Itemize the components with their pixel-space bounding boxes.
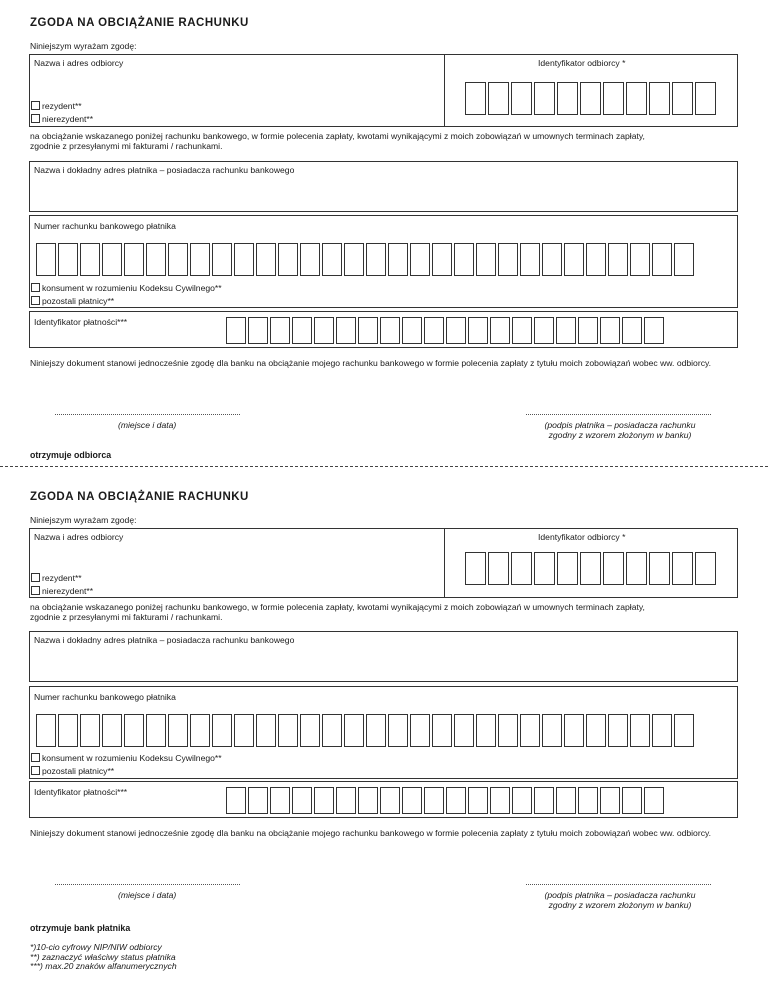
account-cell[interactable] — [58, 714, 78, 747]
account-cell[interactable] — [212, 714, 232, 747]
account-cell[interactable] — [608, 714, 628, 747]
account-cell[interactable] — [58, 243, 78, 276]
recipient-id-box — [444, 54, 738, 127]
account-cell[interactable] — [476, 243, 496, 276]
account-cell[interactable] — [168, 243, 188, 276]
payment-id-cell[interactable] — [402, 317, 422, 344]
bank-consent-statement: Niniejszy dokument stanowi jednocześnie zgodę dla banku na obciążanie mojego rachunku bankowego w formie polecenia zapłaty z tytułu moich zobowiązań wobec ww. odbiorcy. — [30, 828, 712, 838]
footnotes — [30, 943, 177, 972]
payment-id-cells[interactable] — [226, 787, 666, 814]
payer-name-address-field[interactable] — [29, 631, 738, 682]
id-cell[interactable] — [465, 552, 486, 585]
payment-id-cell[interactable] — [578, 317, 598, 344]
payment-id-cell[interactable] — [270, 787, 290, 814]
id-cell[interactable] — [626, 552, 647, 585]
account-cell[interactable] — [520, 243, 540, 276]
account-number-box — [29, 215, 738, 308]
account-cell[interactable] — [36, 243, 56, 276]
consent-text-2: zgodnie z przesyłanymi mi fakturami / rachunkami. — [30, 141, 223, 151]
other-payers-option[interactable]: pozostali płatnicy** — [31, 296, 114, 306]
account-cell[interactable] — [586, 714, 606, 747]
account-cell[interactable] — [300, 714, 320, 747]
id-cell[interactable] — [534, 82, 555, 115]
recipient-label: Nazwa i adres odbiorcy — [34, 58, 124, 68]
payment-id-label: Identyfikator płatności*** — [34, 787, 128, 797]
account-cell[interactable] — [278, 714, 298, 747]
account-cell[interactable] — [432, 714, 452, 747]
account-cell[interactable] — [454, 714, 474, 747]
account-cell[interactable] — [124, 243, 144, 276]
account-cell[interactable] — [36, 714, 56, 747]
account-cell[interactable] — [630, 243, 650, 276]
account-cell[interactable] — [234, 243, 254, 276]
account-cell[interactable] — [652, 243, 672, 276]
other-payers-checkbox[interactable] — [31, 766, 40, 775]
payment-id-cells[interactable] — [226, 317, 666, 344]
footnote-max-chars: ***) max.20 znaków alfanumerycznych — [30, 961, 177, 971]
account-cell[interactable] — [542, 243, 562, 276]
copy-receiver-label: otrzymuje bank płatnika — [30, 923, 131, 933]
account-cell[interactable] — [344, 714, 364, 747]
payment-id-cell[interactable] — [358, 787, 378, 814]
payment-id-label: Identyfikator płatności*** — [34, 317, 128, 327]
copy-receiver-label: otrzymuje odbiorca — [30, 450, 112, 460]
account-cell[interactable] — [674, 714, 694, 747]
payment-id-box — [29, 781, 738, 818]
payment-id-cell[interactable] — [468, 317, 488, 344]
payment-id-cell[interactable] — [622, 787, 642, 814]
account-cell[interactable] — [652, 714, 672, 747]
resident-checkbox[interactable] — [31, 573, 40, 582]
intro-text: Niniejszym wyrażam zgodę: — [30, 515, 137, 525]
payment-id-cell[interactable] — [534, 787, 554, 814]
cut-line — [0, 466, 768, 467]
form-title: ZGODA NA OBCIĄŻANIE RACHUNKU — [30, 17, 249, 29]
resident-option[interactable]: rezydent** — [31, 101, 82, 111]
account-cell[interactable] — [300, 243, 320, 276]
consumer-checkbox[interactable] — [31, 283, 40, 292]
payer-signature-caption: (podpis płatnika – posiadacza rachunku zgodny z wzorem złożonym w banku) — [544, 890, 696, 910]
account-cell[interactable] — [212, 243, 232, 276]
id-cell[interactable] — [672, 552, 693, 585]
payment-id-cell[interactable] — [578, 787, 598, 814]
id-cell[interactable] — [580, 82, 601, 115]
account-cell[interactable] — [256, 243, 276, 276]
payment-id-cell[interactable] — [556, 317, 576, 344]
payment-id-cell[interactable] — [424, 317, 444, 344]
consumer-checkbox[interactable] — [31, 753, 40, 762]
account-cell[interactable] — [476, 714, 496, 747]
consent-text-1: na obciążanie wskazanego poniżej rachunku bankowego, w formie polecenia zapłaty, kwotami wynikającymi z moich zobowiązań w umownych terminach zapłaty, — [30, 131, 645, 141]
payment-id-cell[interactable] — [512, 317, 532, 344]
payment-id-cell[interactable] — [380, 317, 400, 344]
account-cell[interactable] — [388, 243, 408, 276]
id-cell[interactable] — [488, 552, 509, 585]
payer-signature-caption: (podpis płatnika – posiadacza rachunku zgodny z wzorem złożonym w banku) — [544, 420, 696, 440]
account-cell[interactable] — [80, 243, 100, 276]
id-cell[interactable] — [580, 552, 601, 585]
place-date-caption: (miejsce i data) — [118, 890, 177, 900]
account-cell[interactable] — [366, 714, 386, 747]
id-cell[interactable] — [511, 82, 532, 115]
intro-text: Niniejszym wyrażam zgodę: — [30, 41, 137, 51]
account-cell[interactable] — [256, 714, 276, 747]
place-date-signature-line[interactable] — [55, 884, 240, 885]
account-cell[interactable] — [410, 243, 430, 276]
account-cell[interactable] — [630, 714, 650, 747]
payment-id-cell[interactable] — [314, 787, 334, 814]
account-cell[interactable] — [454, 243, 474, 276]
payment-id-cell[interactable] — [490, 317, 510, 344]
account-label: Numer rachunku bankowego płatnika — [34, 692, 176, 702]
nonresident-checkbox[interactable] — [31, 114, 40, 123]
id-cell[interactable] — [511, 552, 532, 585]
account-number-box — [29, 686, 738, 779]
payment-id-cell[interactable] — [314, 317, 334, 344]
account-cell[interactable] — [344, 243, 364, 276]
payment-id-box — [29, 311, 738, 348]
payment-id-cell[interactable] — [446, 787, 466, 814]
id-cell[interactable] — [695, 82, 716, 115]
payment-id-cell[interactable] — [226, 787, 246, 814]
payer-name-address-field[interactable] — [29, 161, 738, 212]
payment-id-cell[interactable] — [556, 787, 576, 814]
account-number-cells[interactable] — [36, 714, 696, 747]
payment-id-cell[interactable] — [512, 787, 532, 814]
form-title: ZGODA NA OBCIĄŻANIE RACHUNKU — [30, 491, 249, 503]
payment-id-cell[interactable] — [446, 317, 466, 344]
recipient-label: Nazwa i adres odbiorcy — [34, 532, 124, 542]
recipient-id-label: Identyfikator odbiorcy * — [538, 532, 626, 542]
place-date-caption: (miejsce i data) — [118, 420, 177, 430]
id-cell[interactable] — [672, 82, 693, 115]
account-cell[interactable] — [564, 714, 584, 747]
account-cell[interactable] — [80, 714, 100, 747]
id-cell[interactable] — [626, 82, 647, 115]
payment-id-cell[interactable] — [600, 317, 620, 344]
account-cell[interactable] — [542, 714, 562, 747]
bank-consent-statement: Niniejszy dokument stanowi jednocześnie zgodę dla banku na obciążanie mojego rachunku bankowego w formie polecenia zapłaty z tytułu moich zobowiązań wobec ww. odbiorcy. — [30, 358, 712, 368]
account-cell[interactable] — [190, 243, 210, 276]
account-cell[interactable] — [608, 243, 628, 276]
payment-id-cell[interactable] — [248, 317, 268, 344]
payment-id-cell[interactable] — [490, 787, 510, 814]
payment-id-cell[interactable] — [622, 317, 642, 344]
id-cell[interactable] — [649, 552, 670, 585]
account-cell[interactable] — [102, 714, 122, 747]
account-cell[interactable] — [564, 243, 584, 276]
payment-id-cell[interactable] — [468, 787, 488, 814]
payment-id-cell[interactable] — [292, 787, 312, 814]
account-cell[interactable] — [410, 714, 430, 747]
account-cell[interactable] — [322, 714, 342, 747]
payment-id-cell[interactable] — [424, 787, 444, 814]
place-date-signature-line[interactable] — [55, 414, 240, 415]
payer-label: Nazwa i dokładny adres płatnika – posiadacza rachunku bankowego — [34, 165, 295, 175]
payment-id-cell[interactable] — [402, 787, 422, 814]
id-cell[interactable] — [465, 82, 486, 115]
id-cell[interactable] — [649, 82, 670, 115]
payer-label: Nazwa i dokładny adres płatnika – posiadacza rachunku bankowego — [34, 635, 295, 645]
account-cell[interactable] — [498, 243, 518, 276]
id-cell[interactable] — [534, 552, 555, 585]
footnote-status: **) zaznaczyć właściwy status płatnika — [30, 951, 176, 962]
payer-signature-line[interactable] — [526, 884, 711, 885]
recipient-id-label: Identyfikator odbiorcy * — [538, 58, 626, 68]
payment-id-cell[interactable] — [226, 317, 246, 344]
payment-id-cell[interactable] — [644, 787, 664, 814]
recipient-id-cells[interactable] — [465, 552, 718, 585]
account-cell[interactable] — [190, 714, 210, 747]
account-number-cells[interactable] — [36, 243, 696, 276]
nonresident-checkbox[interactable] — [31, 586, 40, 595]
payment-id-cell[interactable] — [336, 787, 356, 814]
id-cell[interactable] — [557, 552, 578, 585]
consent-text-2: zgodnie z przesyłanymi mi fakturami / rachunkami. — [30, 612, 223, 622]
account-cell[interactable] — [234, 714, 254, 747]
other-payers-checkbox[interactable] — [31, 296, 40, 305]
id-cell[interactable] — [488, 82, 509, 115]
account-label: Numer rachunku bankowego płatnika — [34, 221, 176, 231]
footnote-nip: *)10-cio cyfrowy NIP/NIW odbiorcy — [30, 942, 162, 952]
other-payers-option[interactable]: pozostali płatnicy** — [31, 766, 114, 776]
payment-id-cell[interactable] — [358, 317, 378, 344]
account-cell[interactable] — [674, 243, 694, 276]
id-cell[interactable] — [603, 82, 624, 115]
account-cell[interactable] — [520, 714, 540, 747]
payer-signature-line[interactable] — [526, 414, 711, 415]
resident-checkbox[interactable] — [31, 101, 40, 110]
payment-id-cell[interactable] — [380, 787, 400, 814]
account-cell[interactable] — [498, 714, 518, 747]
payment-id-cell[interactable] — [248, 787, 268, 814]
id-cell[interactable] — [557, 82, 578, 115]
recipient-id-cells[interactable] — [465, 82, 718, 115]
payment-id-cell[interactable] — [534, 317, 554, 344]
payment-id-cell[interactable] — [644, 317, 664, 344]
account-cell[interactable] — [146, 243, 166, 276]
account-cell[interactable] — [322, 243, 342, 276]
account-cell[interactable] — [102, 243, 122, 276]
nonresident-option[interactable]: nierezydent** — [31, 586, 93, 596]
consumer-option[interactable]: konsument w rozumieniu Kodeksu Cywilnego** — [31, 753, 222, 763]
account-cell[interactable] — [366, 243, 386, 276]
recipient-id-box — [444, 528, 738, 598]
consent-text-1: na obciążanie wskazanego poniżej rachunku bankowego, w formie polecenia zapłaty, kwotami wynikającymi z moich zobowiązań w umownych terminach zapłaty, — [30, 602, 645, 612]
account-cell[interactable] — [278, 243, 298, 276]
account-cell[interactable] — [586, 243, 606, 276]
account-cell[interactable] — [124, 714, 144, 747]
account-cell[interactable] — [432, 243, 452, 276]
payment-id-cell[interactable] — [292, 317, 312, 344]
payment-id-cell[interactable] — [336, 317, 356, 344]
payment-id-cell[interactable] — [270, 317, 290, 344]
payment-id-cell[interactable] — [600, 787, 620, 814]
account-cell[interactable] — [146, 714, 166, 747]
resident-option[interactable]: rezydent** — [31, 573, 82, 583]
id-cell[interactable] — [695, 552, 716, 585]
id-cell[interactable] — [603, 552, 624, 585]
account-cell[interactable] — [388, 714, 408, 747]
consumer-option[interactable]: konsument w rozumieniu Kodeksu Cywilnego** — [31, 283, 222, 293]
nonresident-option[interactable]: nierezydent** — [31, 114, 93, 124]
account-cell[interactable] — [168, 714, 188, 747]
